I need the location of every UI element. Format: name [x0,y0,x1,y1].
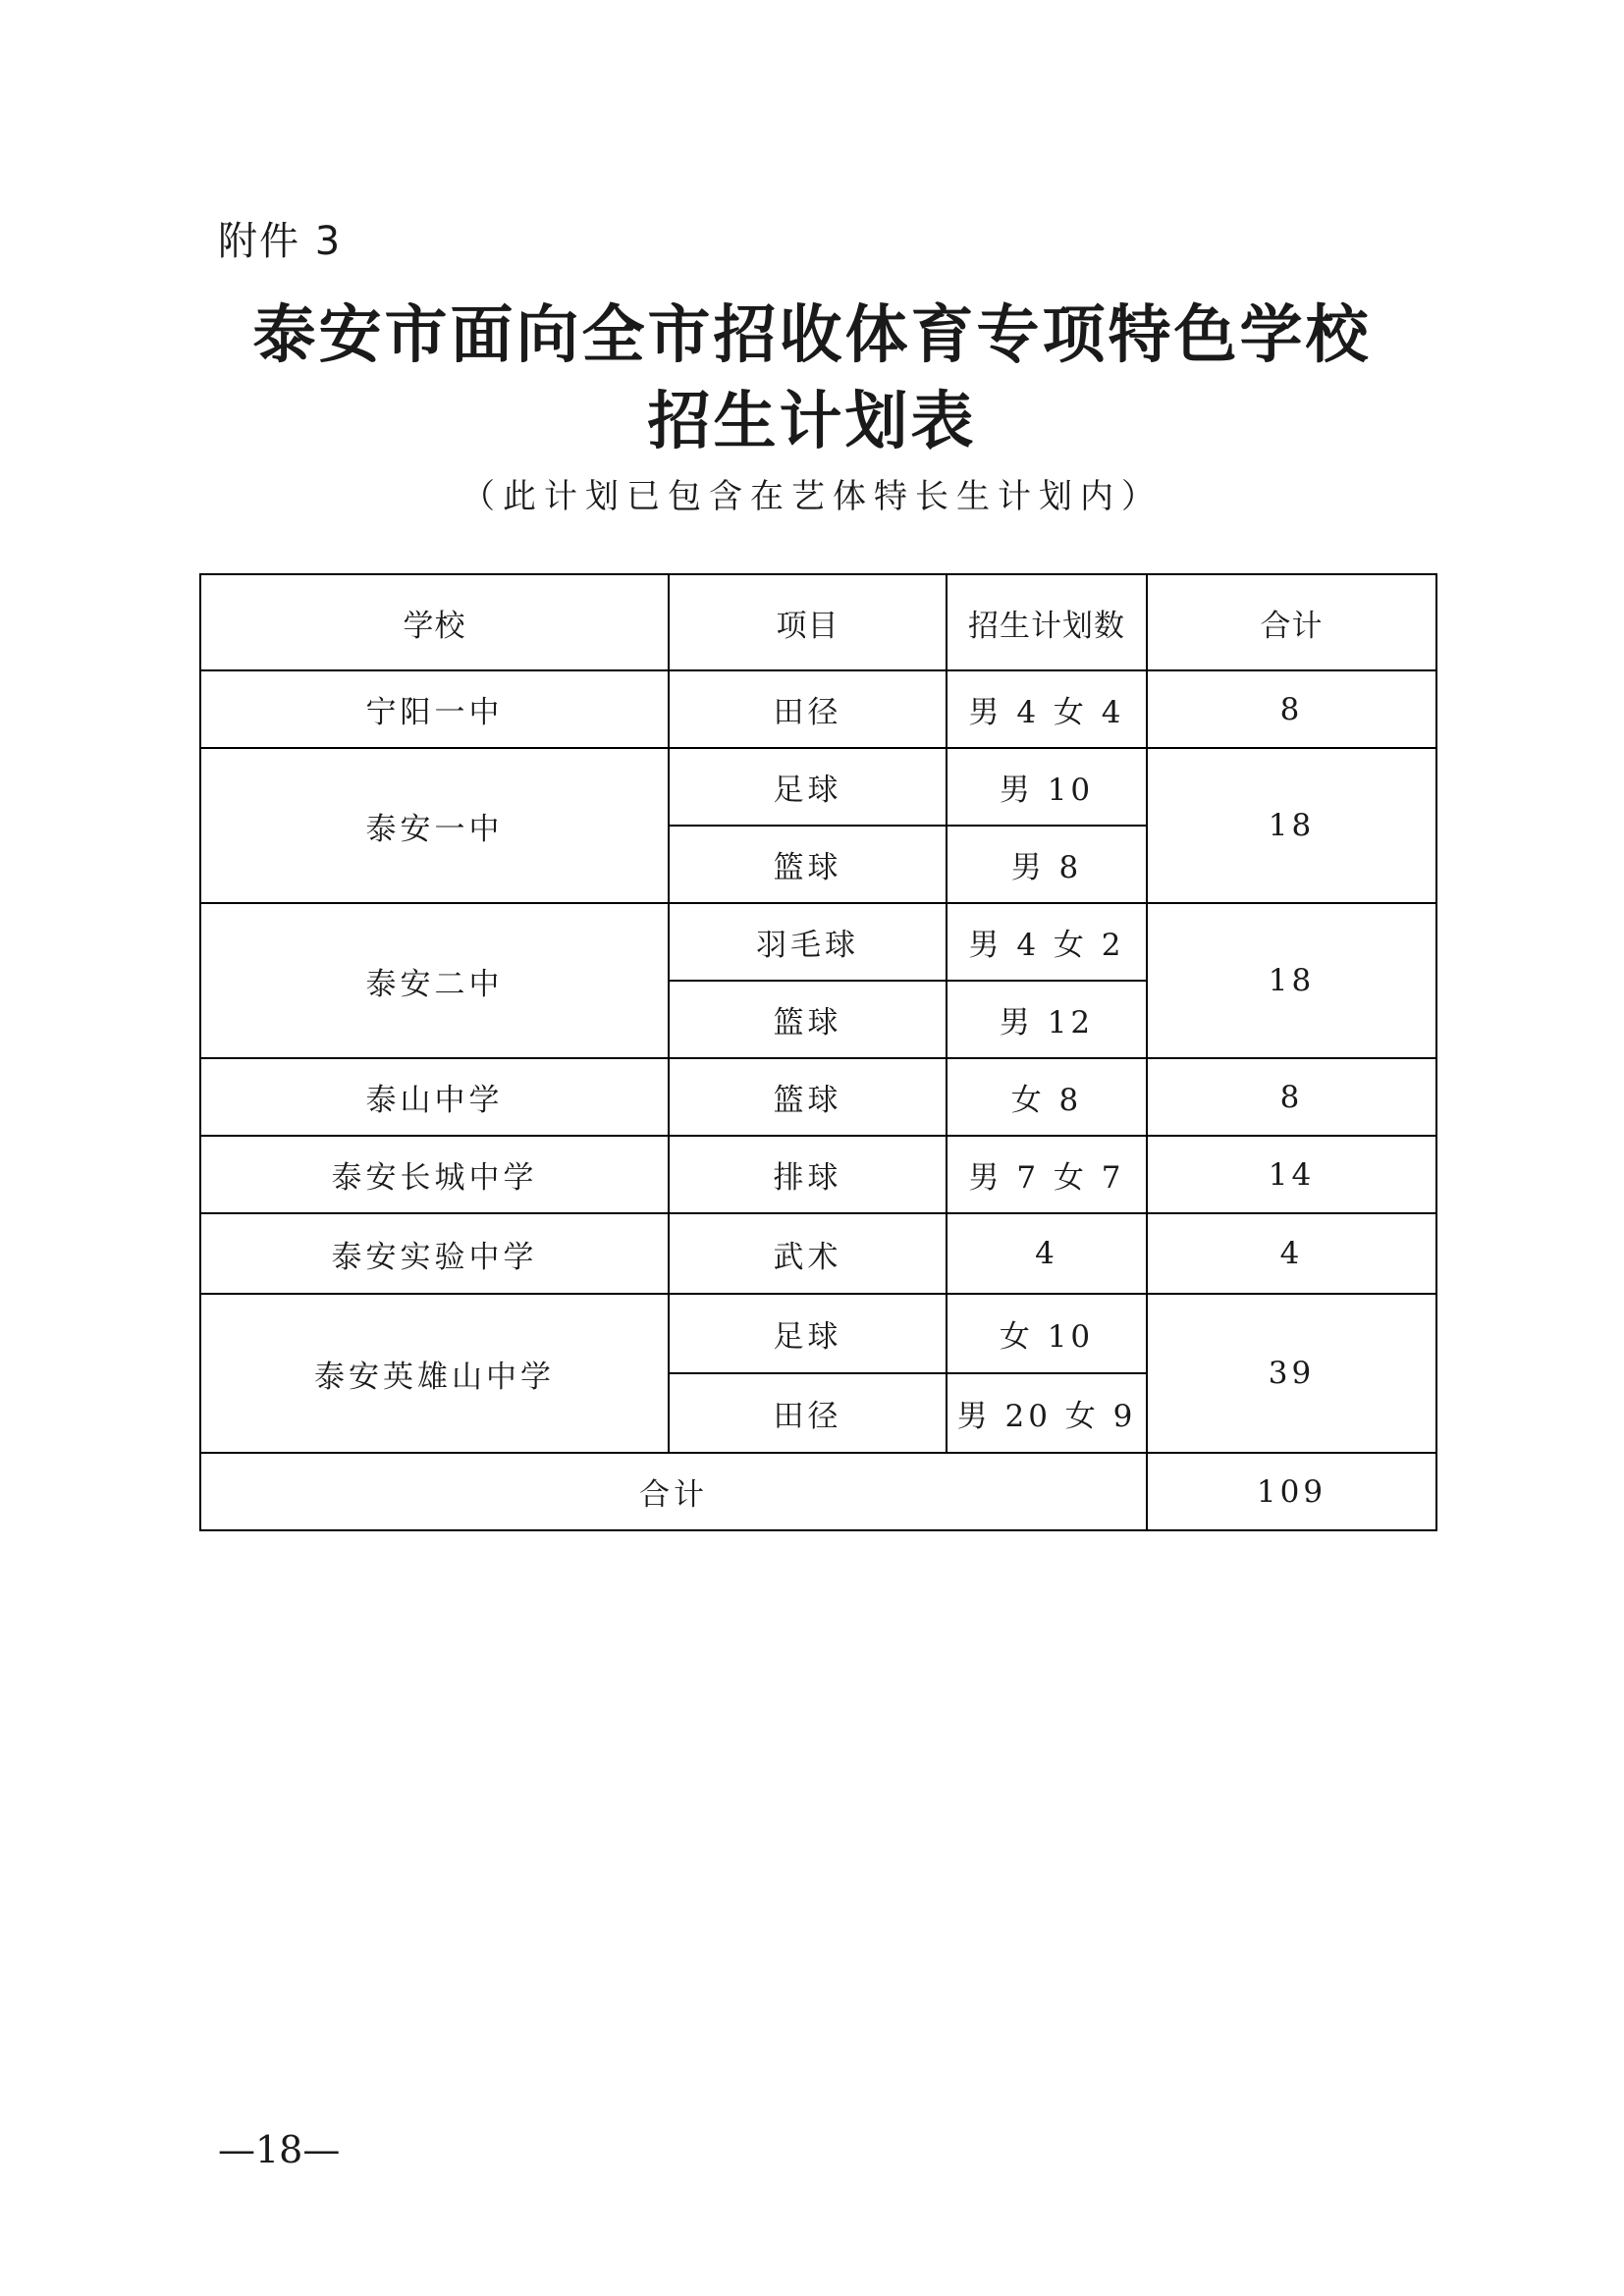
total-cell: 39 [1147,1294,1436,1453]
table-row [200,1058,1436,1136]
item-cell: 足球 [669,1294,947,1373]
plan-cell: 男 4 女 4 [947,670,1147,748]
item-cell: 篮球 [669,981,947,1058]
table-row [200,903,1436,981]
plan-cell: 男 10 [947,748,1147,826]
school-cell: 泰安长城中学 [200,1136,669,1213]
header-plan: 招生计划数 [947,574,1147,670]
total-cell: 18 [1147,903,1436,1058]
table-row [200,1136,1436,1213]
total-cell: 14 [1147,1136,1436,1213]
page-number: —18— [218,2128,341,2171]
header-total: 合计 [1147,574,1436,670]
plan-cell: 男 20 女 9 [947,1373,1147,1453]
table-header-row [200,574,1436,670]
plan-cell: 女 8 [947,1058,1147,1136]
plan-cell: 男 8 [947,826,1147,903]
table-row [200,1294,1436,1373]
attachment-label: 附件 3 [218,219,343,264]
plan-cell: 男 12 [947,981,1147,1058]
grand-total-label: 合计 [200,1453,1147,1530]
total-cell: 4 [1147,1213,1436,1294]
plan-cell: 男 7 女 7 [947,1136,1147,1213]
document-title-line2: 招生计划表 [647,385,977,458]
grand-total-row [200,1453,1436,1530]
school-cell: 泰安实验中学 [200,1213,669,1294]
school-cell: 泰安一中 [200,748,669,903]
school-cell: 宁阳一中 [200,670,669,748]
item-cell: 篮球 [669,1058,947,1136]
school-cell: 泰山中学 [200,1058,669,1136]
plan-cell: 男 4 女 2 [947,903,1147,981]
item-cell: 田径 [669,1373,947,1453]
item-cell: 篮球 [669,826,947,903]
item-cell: 武术 [669,1213,947,1294]
school-cell: 泰安英雄山中学 [200,1294,669,1453]
total-cell: 18 [1147,748,1436,903]
item-cell: 羽毛球 [669,903,947,981]
plan-cell: 4 [947,1213,1147,1294]
header-item: 项目 [669,574,947,670]
total-cell: 8 [1147,1058,1436,1136]
table-row [200,1213,1436,1294]
header-school: 学校 [200,574,669,670]
table-row [200,670,1436,748]
enrollment-plan-table [199,573,1437,1531]
document-title-line1: 泰安市面向全市招收体育专项特色学校 [252,298,1372,372]
table-row [200,748,1436,826]
total-cell: 8 [1147,670,1436,748]
school-cell: 泰安二中 [200,903,669,1058]
item-cell: 排球 [669,1136,947,1213]
plan-cell: 女 10 [947,1294,1147,1373]
item-cell: 田径 [669,670,947,748]
grand-total-value: 109 [1147,1453,1436,1530]
document-subtitle: （此计划已包含在艺体特长生计划内） [461,477,1163,516]
item-cell: 足球 [669,748,947,826]
